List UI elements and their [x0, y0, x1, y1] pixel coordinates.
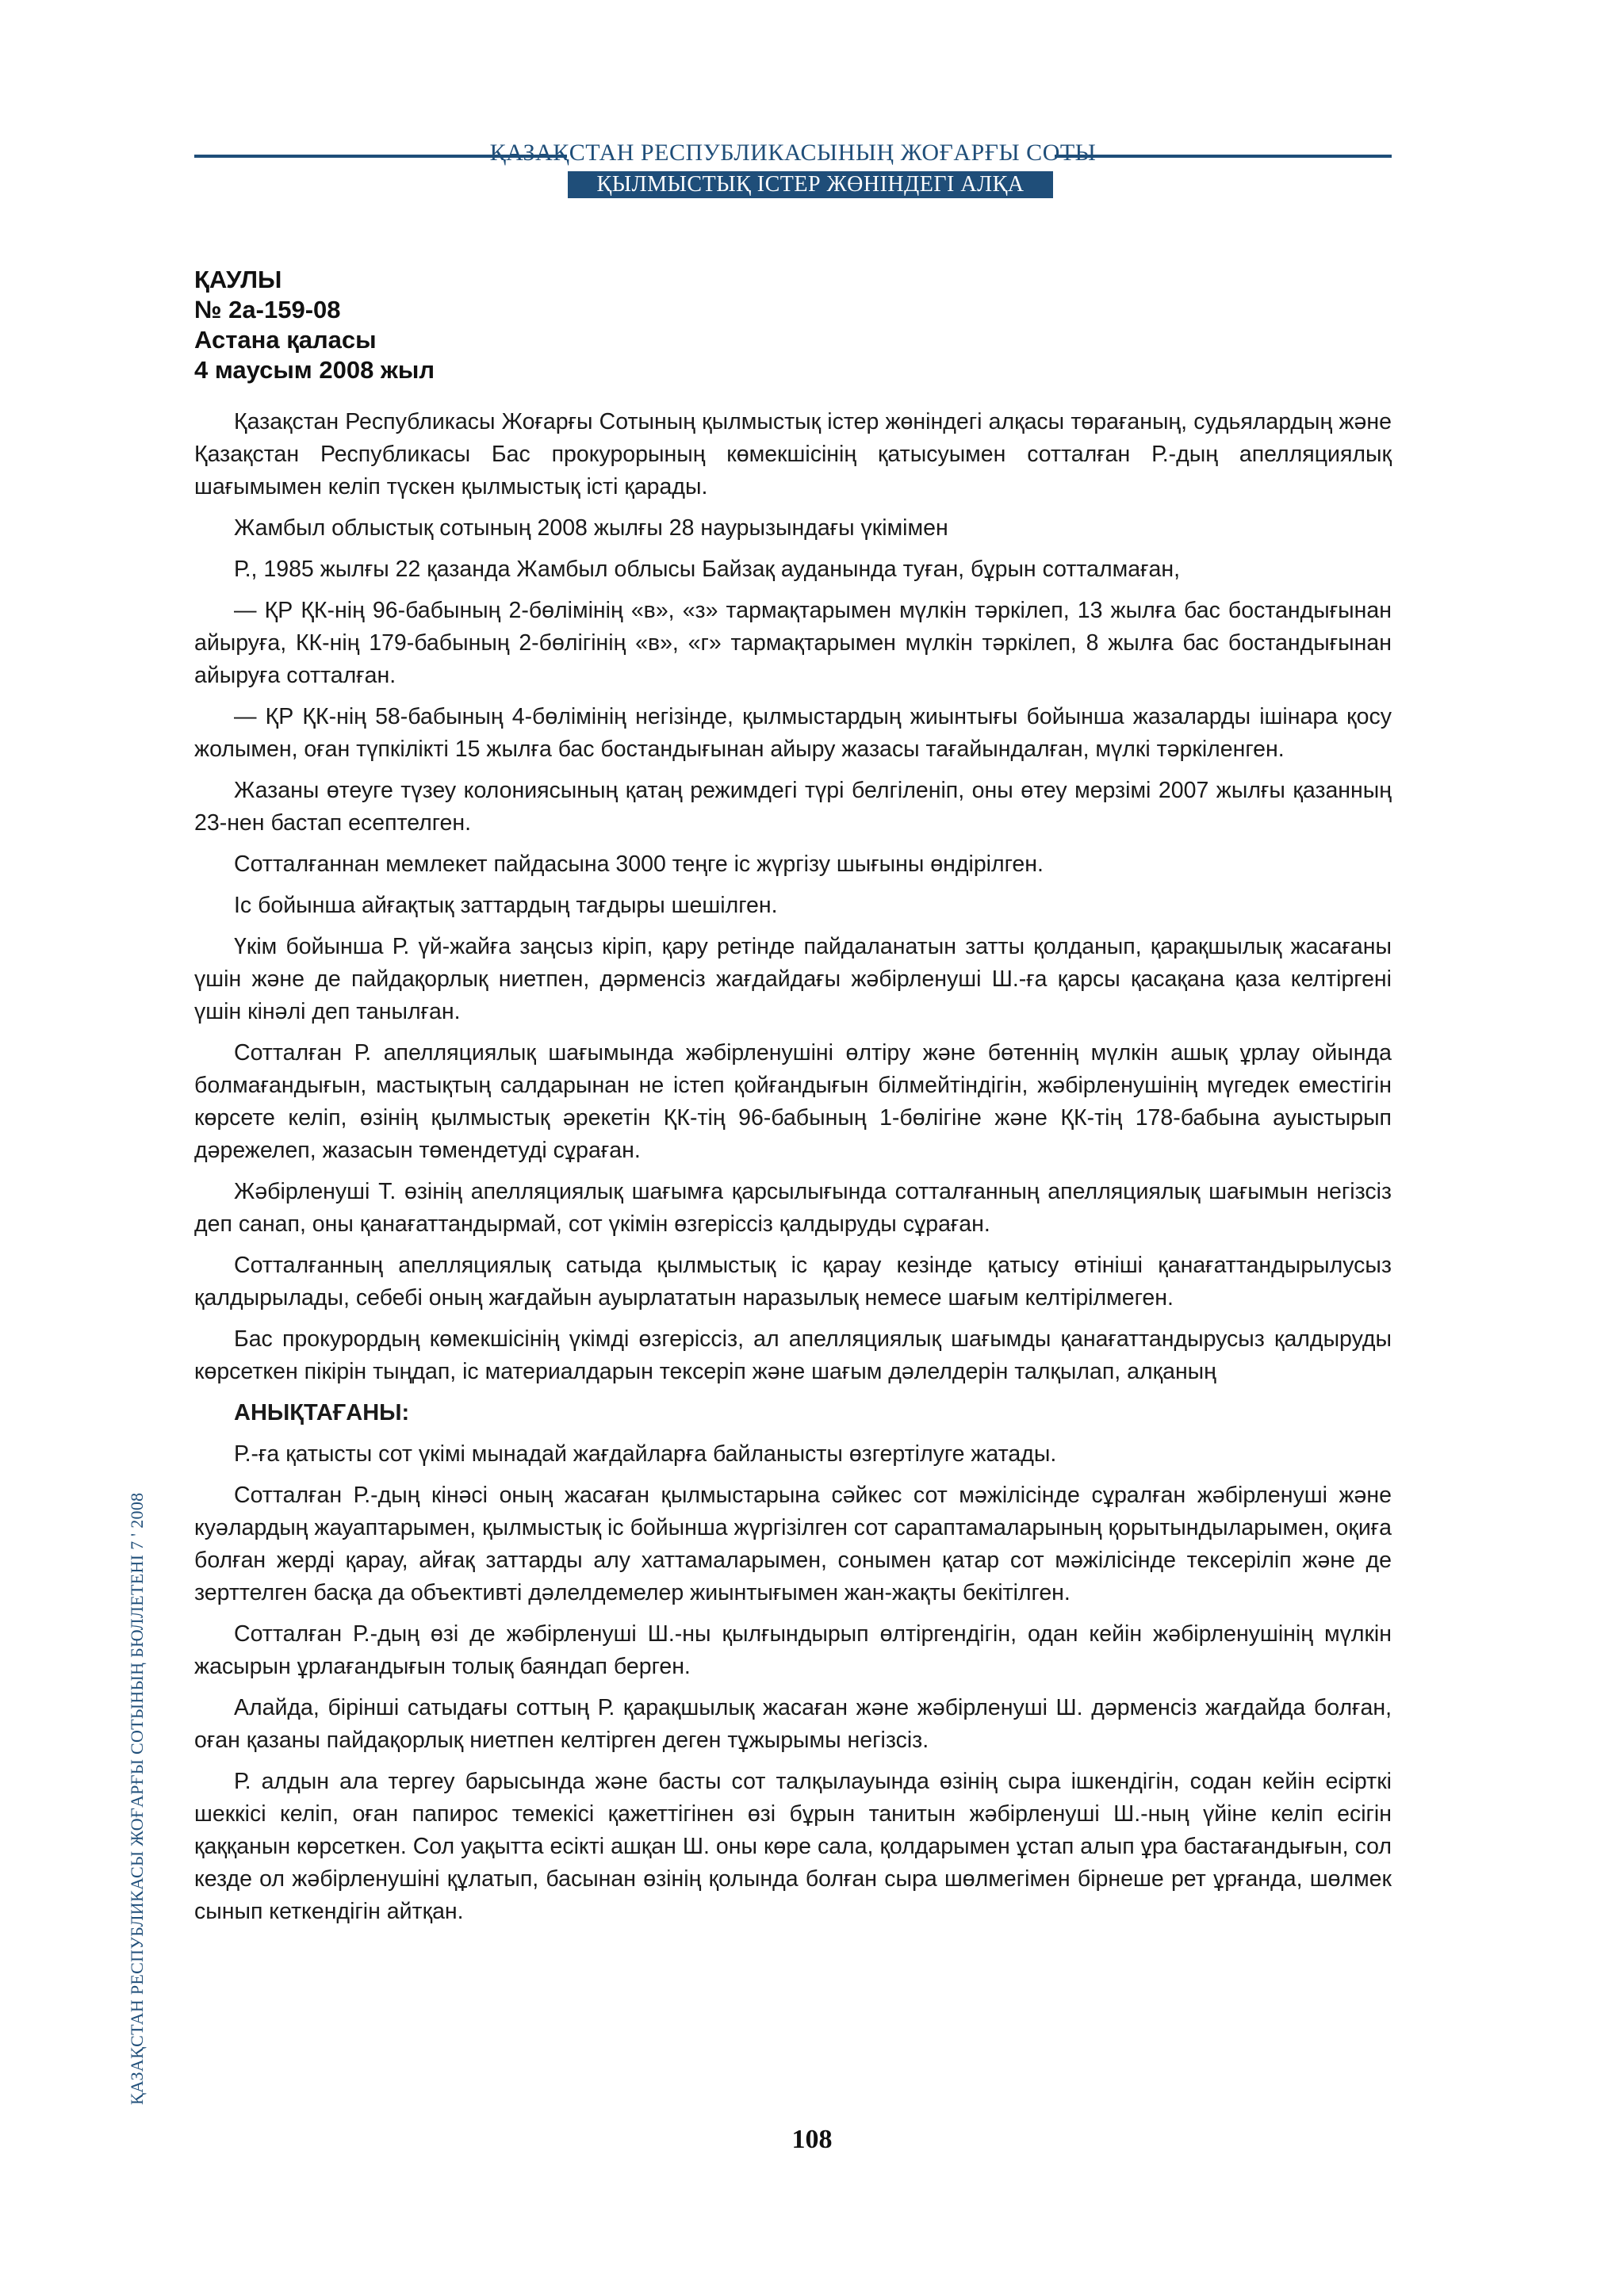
paragraph: — ҚР ҚК-нің 58-бабының 4-бөлімінің негізінде, қылмыстардың жиынтығы бойынша жазаларды ішінара қосу жолымен, оған түпкілікті 15 жылға бас бостандығынан айыру жазасы тағайындалған, мүлкі тәркіленген.: [194, 704, 1392, 762]
paragraph: Сотталғанның апелляциялық сатыда қылмыстық іс қарау кезінде қатысу өтініші қанағаттандырылусыз қалдырылады, себебі оның жағдайын ауырлататын наразылық немесе шағым келтірілмеген.: [194, 1253, 1392, 1311]
header-title: ҚАЗАҚСТАН РЕСПУБЛИКАСЫНЫҢ ЖОҒАРҒЫ СОТЫ: [489, 140, 1097, 166]
paragraph: Іс бойынша айғақтық заттардың тағдыры шешілген.: [234, 893, 778, 918]
paragraph: Р.-ға қатысты сот үкімі мынадай жағдайларға байланысты өзгертілуге жатады.: [234, 1441, 1057, 1467]
document-number: № 2а-159-08: [194, 296, 341, 323]
paragraph: Алайда, бірінші сатыдағы соттың Р. қарақшылық жасаған және жәбірленуші Ш. дәрменсіз жағдайда болған, оған қазаны пайдақорлық ниетпен келтірген деген тұжырымы негізсіз.: [194, 1695, 1392, 1753]
section-heading: АНЫҚТАҒАНЫ:: [234, 1400, 410, 1425]
paragraph: Р., 1985 жылғы 22 қазанда Жамбыл облысы Байзақ ауданында туған, бұрын сотталмаған,: [234, 557, 1180, 582]
paragraph: Қазақстан Республикасы Жоғарғы Сотының қылмыстық істер жөніндегі алқасы төрағаның, судьялардың және Қазақстан Республикасы Бас прокурорының көмекшісінің қатысуымен сотталған Р.-дың апелляциялық шағымымен келіп түскен қылмыстық істі қарады.: [194, 409, 1392, 499]
page-number: 108: [791, 2125, 833, 2154]
paragraph: Сотталған Р.-дың өзі де жәбірленуші Ш.-ны қылғындырып өлтіргендігін, одан кейін жәбірленушінің мүлкін жасырын ұрлағандығын толық баяндап берген.: [194, 1621, 1392, 1679]
document-body: [194, 406, 1392, 1937]
paragraph: Сотталған Р.-дың кінәсі оның жасаған қылмыстарына сәйкес сот мәжілісінде сұралған жәбірленуші және куәлардың жауаптарымен, қылмыстық іс бойынша жүргізілген сот сараптамаларының қорытындыларымен, оқиға болған жерді қарау, айғақ заттарды алу хаттамаларымен, сонымен қатар сот мәжілісінде тексеріліп және де зерттелген басқа да объективті дәлелдемелер жиынтығымен жан-жақты бекітілген.: [194, 1483, 1392, 1605]
paragraph: Сотталғаннан мемлекет пайдасына 3000 теңге іс жүргізу шығыны өндірілген.: [234, 851, 1044, 877]
paragraph: Сотталған Р. апелляциялық шағымында жәбірленушіні өлтіру және бөтеннің мүлкін ашық ұрлау ойында болмағандығын, мастықтың салдарынан не істеп қойғандығын білмейтіндігін, жәбірленушінің мүгедек еместігін көрсете келіп, өзінің қылмыстық әрекетін ҚК-тің 96-бабының 1-бөлігіне және ҚК-тің 178-бабына ауыстырып дәрежелеп, жазасын төмендетуді сұраған.: [194, 1040, 1392, 1163]
document-type: ҚАУЛЫ: [194, 266, 282, 293]
side-caption: ҚАЗАҚСТАН РЕСПУБЛИКАСЫ ЖОҒАРҒЫ СОТЫНЫҢ БЮЛЛЕТЕНІ 7 ' 2008: [127, 1492, 147, 2105]
paragraph: Жамбыл облыстық сотының 2008 жылғы 28 наурызындағы үкімімен: [234, 515, 948, 541]
paragraph: Бас прокурордың көмекшісінің үкімді өзгеріссіз, ал апелляциялық шағымды қанағаттандырусыз қалдыруды көрсеткен пікірін тыңдап, іс материалдарын тексеріп және шағым дәлелдерін талқылап, алқаның: [194, 1326, 1392, 1384]
paragraphs-bottom: [194, 1438, 1392, 1928]
paragraph: — ҚР ҚК-нің 96-бабының 2-бөлімінің «в», «з» тармақтарымен мүлкін тәркілеп, 13 жылға бас бостандығынан айыруға, КК-нің 179-бабының 2-бөлігінің «в», «г» тармақтарымен мүлкін тәркілеп, 8 жылға бас бостандығынан айыруға сотталған.: [194, 598, 1392, 688]
header-subtitle: ҚЫЛМЫСТЫҚ ІСТЕР ЖӨНІНДЕГІ АЛҚА: [568, 171, 1053, 198]
document-meta: [194, 265, 435, 385]
document-city: Астана қаласы: [194, 326, 377, 354]
paragraph: Р. алдын ала тергеу барысында және басты сот талқылауында өзінің сыра ішкендігін, содан кейін есірткі шеккісі келіп, оған папирос темекісі қажеттігінен өзі бұрын танитын жәбірленуші Ш.-ның үйіне келіп есігін қаққанын көрсеткен. Сол уақытта есікті ашқан Ш. оны көре сала, қолдарымен ұстап алып ұра бастағандығын, сол кезде ол жәбірленушіні құлатып, басынан өзінің қолында болған сыра шөлмегімен бірнеше рет ұрғанда, шөлмек сынып кеткендігін айтқан.: [194, 1769, 1392, 1924]
paragraphs-top: [194, 406, 1392, 1388]
paragraph: Жазаны өтеуге түзеу колониясының қатаң режимдегі түрі белгіленіп, оны өтеу мерзімі 2007 жылғы қазанның 23-нен бастап есептелген.: [194, 778, 1392, 836]
document-date: 4 маусым 2008 жыл: [194, 356, 435, 384]
paragraph: Үкім бойынша Р. үй-жайға заңсыз кіріп, қару ретінде пайдаланатын затты қолданып, қарақшылық жасағаны үшін және де пайдақорлық ниетпен, дәрменсіз жағдайдағы жәбірленуші Ш.-ға қарсы қасақана қаза келтіргені үшін кінәлі деп танылған.: [194, 934, 1392, 1024]
paragraph: Жәбірленуші Т. өзінің апелляциялық шағымға қарсылығында сотталғанның апелляциялық шағымын негізсіз деп санап, оны қанағаттандырмай, сот үкімін өзгеріссіз қалдыруды сұраған.: [194, 1179, 1392, 1237]
